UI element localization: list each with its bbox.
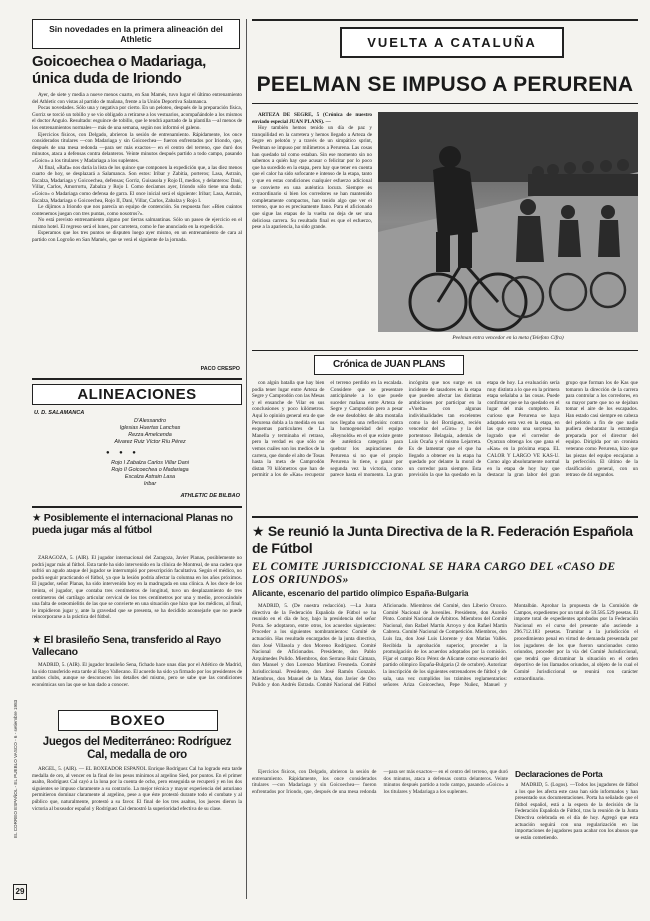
cataluna-top-rule	[252, 19, 638, 21]
cataluna-dateline: ARTEZA DE SEGRE, 5 (Crónica de nuestro enviado especial JUAN PLANS). —	[252, 112, 372, 125]
athletic-body	[32, 92, 242, 362]
cycling-photo	[378, 112, 638, 332]
sena-headline-text: El brasileño Sena, transferido al Rayo Vallecano	[32, 634, 221, 658]
away-lineup	[60, 460, 240, 488]
internacional-headline-text: Posiblemente el internacional Planas no pueda jugar más al fútbol	[32, 512, 233, 536]
lineup-line: D'Alessandro	[134, 418, 166, 424]
cataluna-banner	[340, 27, 564, 58]
athletic-paragraph: Ayer, de siete y media a nueve menos cuarto, en San Mamés, tuvo lugar el último entrenamiento del Athletic con vistas al partido de mañana, frente a la Unión Deportiva Salamanca.	[32, 92, 242, 105]
athletic-paragraph: Al final, «Rafa» nos daría la lista de los quince que componen la expedición que, a las diez menos cuarto de hoy, se desplazará a Salamanca. Son estos: Iribar y Zabitia, porteros; Lasa, Astrain, Escalza, Madariaga y Goicoechea, defensas; Gorriz, Guisasola y Rojo II, medios, y delanteros: Dani, Villar, Carlos, Amorrortu, Zabalza y Rojo I. Como decíamos ayer, Iriondo sólo tiene una duda: «Goico» o Madariaga como defensa de garra. El once inicial será el siguiente: Iribar; Lasa, Astrain, Escalza, Madariaga o Goicoechea, Rojo II, Dani, Villar, Carlos, Zabalza y Rojo I.	[32, 164, 242, 204]
side-strip	[13, 18, 27, 898]
home-lineup	[60, 418, 240, 446]
photo-caption: Peelman entra vencedor en la meta (Telefoto Cifra)	[452, 335, 564, 341]
athletic-kicker: Sin novedades en la primera alineación del Athletic	[49, 24, 223, 44]
cronica-paragraph: con algún batalla que hay bien podía tener lugar entre Arteza de Segre y Camprodón con las Mesas y el ensanche de Vilar en sus conclusiones y poco kilómetros. Aquí lo opinión general era de que Perurena dobla a la medida en sus esquemas particulares de La Manella y terminaba el retraso, pero la verdad es que sólo no vemos cuáles son los medios de la carrera, que donde el alto de Tosas hasta la meta de Camprodón distan 70 kilómetros que han de permitir a los de «Kas» recuperar el terreno perdido en la escalada. Considere que se presentare anticipársele a lo que puede suceder mañana entre Arteza de Segre y Camprodón pero a pesar de ese desdoblez de alta montaña nos llegaba una reflexión: contra la homogeneidad del equipo «Reynolds» en el que existe gente de auténtica categoría para quebrar los aspiraciones de Perurena si no que el propio Perurena lo tiene, o ganar por segunda vez la victoria, como parece hasta el momento. La gran incógnita que nos surge es un incidente de tasadores en la etapa que pueden afectar las distintas ambiciones por participar en la «Vuelta» con algunas individualidades tan excelentes como la del Borráguez, recién vencedor del «Giro» y la del portentoso Belagaia, además de Luis Ocaña y el mismo Lejarreta. Es de lamentar que el que ha llegado a obtener en la etapa ha quedado por delante la moral de un corredor para siempre. Esta previsión la que ha quedado en la etapa de hoy. La evaluación sería muy distinta a lo que en la primera etapa señalaba a las cosas. Puede confirmar que se ha quedado en el lugar del más completo. Es curioso que Perurena se haya adaptado esta vez en la etapa, en las que como una sorpresa ha logrado que el corredor de Oyarzun obtenga los que gana el «Kas» en la próxima etapa. EL CALOR Y LARGO VE KAS-U. Como algo absolutamente normal en la etapa de hoy hay que destacar la gran labor del gran grupo que forman los de Kas que tomaron la dirección de la carrera para controlar a los corredores, en su mayor parte que no se dejaban tomar el aire de los escapados. Han estado casi siempre en cabeza del pelotón a fin de que nadie pudiera desbaratar la estrategia preparada por el director del equipo. Dirigida por un cronista veterano como Perurena, hizo que las piezas del equipo encajaran a la perfección. El último de la clasificación general, con un retraso de 44 segundos.	[252, 380, 638, 479]
cataluna-headline-rule	[252, 103, 638, 104]
alineaciones-divider	[32, 378, 242, 380]
bullet-star-icon: ★	[32, 512, 44, 524]
athletic-paragraph: Le dijimos a Iriondo que nos parecía un equipo de contención. Su respuesta fue: «Bien cuántos contenemos juegan con tres puntas, como nosotros?».	[32, 204, 242, 217]
boxeo-headline: Juegos del Mediterráneo: Rodríguez Cal, medalla de oro	[42, 736, 232, 761]
junta-subheadline: EL COMITE JURISDICCIONAL SE HARA CARGO DEL «CASO DE LOS ORIUNDOS»	[252, 561, 616, 586]
porta-paragraph: MADRID, 5. (Logos). —Todos los jugadores de fútbol a los que les afecta este caso han sido informados y han presentado sus documentaciones. Porta ha señalado que el fútbol español, está a la espera de la decisión de la Federación Española de Fútbol, tras la reunión de la Junta Directiva celebrada en el día de hoy. Agregó que esta actuación seguirá con una regularización en las importaciones de jugadores para acabar con los abusos que se están cometiendo.	[515, 782, 638, 841]
cyclists-image	[378, 112, 638, 332]
junta-body	[252, 603, 638, 766]
cronica-box	[314, 355, 464, 375]
athletic-paragraph: Esperamos que los tres puntos se disputen luego ayer mismo, en un entrenamiento de cara al partido con Logroño en San Mamés, que se verá el siguiente de la jornada.	[32, 230, 242, 244]
team-away: ATHLETIC DE BILBAO	[180, 493, 240, 499]
boxeo-body	[32, 766, 242, 896]
lineup-line: Rojo II Goicoechea o Madariaga	[111, 467, 189, 473]
junta-headline-text: Se reunió la Junta Directiva de la R. Federación Española de Fútbol	[252, 523, 633, 556]
athletic-paragraph: Ejercicios físicos, con Delgado, abrieron la sesión de entrenamiento. Rápidamente, los once considerados titulares —con Madariaga y sin Goicoechea— fueron enfrentados por Iriondo, que, después de una mesa redonda —para ser más exactos— en el centro del terreno, que duró dos minutos, ataca a defensas contra delanteros. Veinte minutos después partido a todo campo, pasando «Goico» a los titulares y Madariaga a los suplentes.	[32, 131, 242, 164]
alineaciones-title: ALINEACIONES	[32, 384, 242, 405]
alineaciones-bottom-rule	[32, 506, 242, 508]
internacional-body	[32, 555, 242, 631]
bullet-star-icon: ★	[32, 634, 44, 646]
boxeo-title: BOXEO	[58, 710, 218, 731]
sena-paragraph: MADRID, 5. (AIR). El jugador brasileño Sena, fichado hace unas días por el Atlético de Madrid, ha sido transferido esta tarde al Rayo Vallecano. El acuerdo ha sido ya firmado por los presidentes de ambos clubs, aunque se desconocen los detalles del mismo, pero se sabe que las condiciones económicas son las que se han dado a conocer.	[32, 662, 242, 688]
porta-title: Declaraciones de Porta	[515, 769, 603, 779]
athletic-byline: PACO CRESPO	[200, 366, 240, 372]
lineup-line: Alvarez Ruiz Víctor Ríu Pérez	[114, 439, 186, 445]
junta-paragraph: MADRID, 5. (De nuestra redacción). —La Junta directiva de la Federación Española de Fútbol se ha reunido en el día de hoy, bajo la presidencia del señor Porta. Se adoptaron, entre otros, los acuerdos siguientes: Proceder a los siguientes nombramientos: Comité de actuación. Has resultado encargados de la junta directiva, don José Villasola y don Moreno Rodríguez. Comité Nacional de Aficionados. Presidente, don Pablo Arquímedes Pulido. Miembros, don Serrano Ruiz Cámara, don Manuel y don Lorenzo Martínez Fresneda. Comité Jurisdiccional. Presidente, don José Ramón Gonzalo. Miembros, don Manuel de la Mata, don Javier de Oro Pulido y don Andrés Estrada. Comité Nacional del Fútbol Aficionado. Miembros del Comité, don Liberio Orozco. Comité Nacional de Juveniles. Presidente, don Aurelio Pinto. Comité Nacional de Árbitros. Miembros del Comité Nacional, don Rafael Martín Arroyo y don Rafael Martín Cabrera. Comité Nacional de Competición. Miembros, don Luis Iza, don José Luis Llorente y don Matías Vallés. Recibida la aprobación superior, proceder a la promulgación de los acuerdos adoptados por la comisión. Fijar el campo Rico Pérez de Alicante como escenario del partido olímpico España-Bulgaria (2 de octubre). Autorizar la inscripción de los siguientes entrenadores de fútbol y de sala, una vez cumplidos los trámites reglamentarios: señores Ariza Goicoechea, Pepe Nuñez, Manuel y Montalbán. Aprobar la propuesta de la Comisión de Campos, expedientes por un total de 59.585.529 pesetas. El importe total de expedientes aprobados por la Federación Nacional en el curso del presente año asciende a 296.712.183 pesetas. Tramitar a la jurisdicción el procedimiento penal en virtud de demanda presentada por los jugadores de los que fueron sancionados como oriundos, proceder por la vía del Comité Jurisdiccional, que tendrá que dictaminar la situación en el orden deportivo de los llamados oriundos, al objeto de lo cual el Comité Jurisdiccional se reunirá con carácter extraordinario.	[252, 603, 638, 689]
internacional-headline	[32, 512, 242, 536]
boxeo-paragraph: ARGEL, 5. (AIR). — EL BOXEADOR ESPAÑOL Enrique Rodríguez Cal ha logrado esta tarde medalla de oro, al vencer en la final de los pesos mínimos al argelino Sied, por puntos. En el primer asalto, Rodríguez Cal cayó a la lona por la cuenta de ocho, pero enseguida se recuperó y en los dos siguientes se impuso claramente a su contrario. La mejor técnica y mayor experiencia del asturiano permitieron dominar claramente al argelino, pese a que éste protestó durante todo el combate y al público que, naturalmente, protestó a su favor. El final de los tres asaltos, los jueces dieron la victoria al boxeador español y Rodríguez Cal demostró la superioridad efectiva de su clase.	[32, 766, 242, 812]
bullet-star-icon: ★	[252, 523, 268, 539]
cataluna-paragraph: Hoy también hemos tenido un día de paz y tranquilidad en la carretera y hemos llegado a Arteza de Segre en pelotón y a través de un simpático sprint, Peelman se impuso por milímetros a Perurena. Las cosas han quedado tal como estaban. Sin ese momento sin no sabemos a quién hay que acusar o felicitar por lo poco que ha sucedido en la etapa, pero hay que tener en cuenta que el calor ha sido sofocante e intenso de la etapa, tanto y que en estas condiciones cualquier esfuerzo adicional se convierte en una auténtica locura. Siempre es extraordinario si bien los corredores se han mantenido completamente compactos, han tenido algo que ver el terreno, que no es precisamente llano. Para el aficionado que sigue las etapas de la vuelta no deja de ser una deliciosa carrera. Su resultado final es que el esfuerzo, pese a la apariencia, ha sido grande.	[252, 125, 372, 231]
athletic-kicker-box	[32, 19, 240, 49]
page-number: 29	[13, 884, 27, 900]
sena-headline	[32, 634, 242, 658]
side-strip-text: EL CORREO ESPAÑOL - EL PUEBLO VASCO - 6 - setiembre 1983	[13, 699, 18, 838]
lineup-separator: ● ● ●	[106, 450, 140, 456]
lineup-line: Escalza Astrain Lasa	[124, 474, 176, 480]
cataluna-headline: PEELMAN SE IMPUSO A PERURENA	[256, 73, 634, 96]
junta-deck: Alicante, escenario del partido olímpico España-Bulgaria	[252, 589, 469, 598]
athletic-headline: Goicoechea o Madariaga, única duda de Iriondo	[32, 53, 206, 87]
cataluna-banner-text: VUELTA A CATALUÑA	[367, 35, 537, 50]
junta-paragraph-continued: Ejercicios físicos, con Delgado, abrieron la sesión de entrenamiento. Rápidamente, los once considerados titulares —con Madariaga y sin Goicoechea— fueron enfrentados por Iriondo, que, después de una mesa redonda —para ser más exactos— en el centro del terreno, que duró dos minutos, ataca a defensas contra delanteros. Veinte minutos después partido a todo campo, pasando «Goico» a los titulares y Madariaga a los suplentes.	[252, 769, 508, 795]
team-home: U. D. SALAMANCA	[34, 410, 85, 416]
internacional-paragraph: ZARAGOZA, 5. (AIR). El jugador internacional del Zaragoza, Javier Planas, posiblemente no podrá jugar más al fútbol. Esta tarde ha sido intervenido en la clínica de Montreal, de una cadera que sufrió un agudo ataque del jugador se interrumpió por prescripción facultativa. Según el médico, no podrá seguir practicando el fútbol, ya que la lesión podría afectar la columna en los años próximos. El jugador, señor Planas, ha sido intervenido hoy en la madrugada en una clínica. A los doce de los treinta, el jugador, que contaba tres centímetros de longitud, tuvo un desplazamiento de tres centímetros del cartílago articular cervical de los tres centímetros por una y medio, provocándole una falta de osteomielitis de las que se convierte en una situación que hizo que los médicos, al final, le impidieron jugar y, ante la gravedad que se presenta, se ha decidido aconsejarle que no puede reincorporarse a la práctica del fútbol.	[32, 555, 242, 621]
column-rule	[246, 19, 247, 899]
cataluna-body	[252, 112, 372, 348]
cronica-rule	[252, 350, 638, 351]
lineup-line: Iglesias Huertas Lanchas	[119, 425, 181, 431]
lineup-line: Rojo I Zabalza Carlos Villar Dani	[111, 460, 189, 466]
sena-body	[32, 662, 242, 702]
lineup-line: Iribar	[143, 481, 157, 487]
athletic-paragraph: Pocas novedades. Sólo una y negativa por cierto. En un peloteo, después de la preparación física, Gorriz se torció un tobillo y se vio obligado a retirarse a los vestuarios, acompañándole a los mismos el doctor Angulo. Resultado: esguince de tobillo, que le tendrá apartado de la plantilla —al menos de los entrenamientos normales— más de una semana, según nos informó el galeno.	[32, 105, 242, 131]
junta-headline	[252, 523, 638, 557]
junta-body-continued	[252, 769, 508, 894]
porta-body	[515, 782, 638, 894]
cronica-body	[252, 380, 638, 512]
athletic-paragraph: No está previsto entrenamiento alguno por tierras salmantinas. Sólo un paseo de ejercicio en el mismo hotel. El regreso será el lunes, por carretera, como le fue anunciado en la expedición.	[32, 217, 242, 230]
lineup-line: Rezza Amelcenda	[128, 432, 172, 438]
cronica-bottom-rule	[252, 516, 638, 518]
cronica-title: Crónica de JUAN PLANS	[332, 359, 446, 370]
